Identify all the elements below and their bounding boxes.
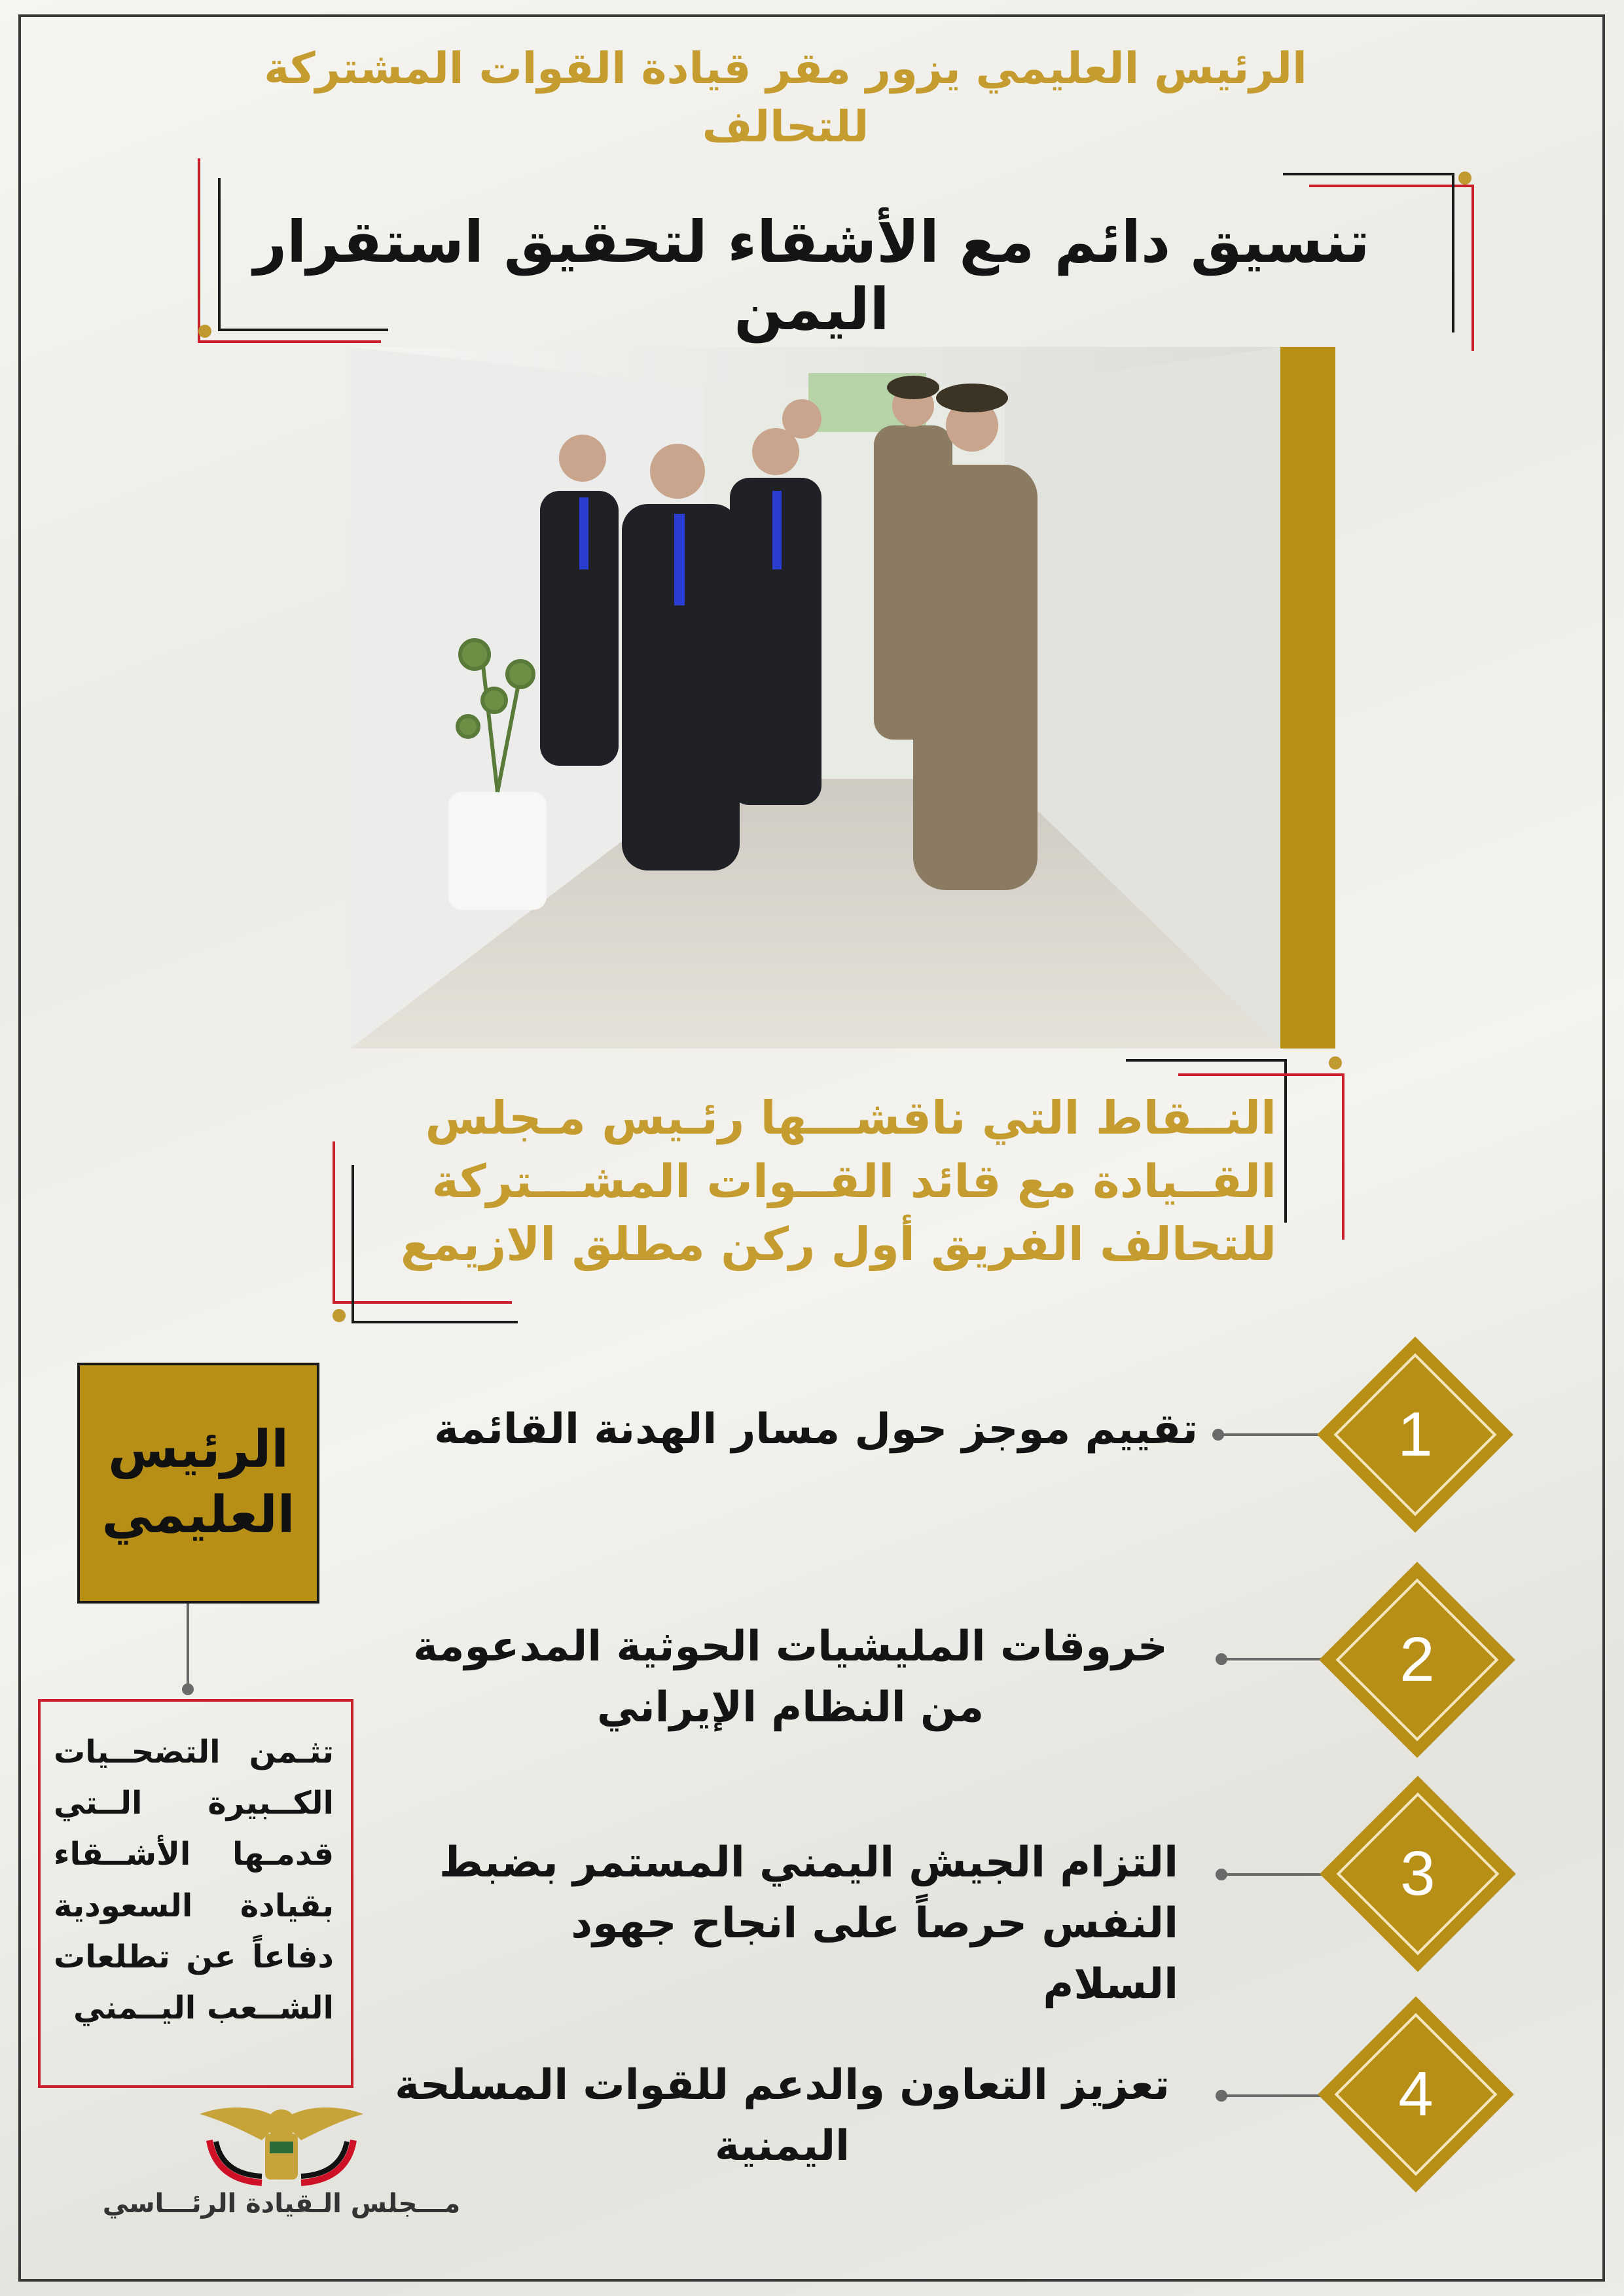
item-1-text: تقييم موجز حول مسار الهدنة القائمة — [434, 1405, 1198, 1454]
yemen-eagle-emblem-icon — [196, 2094, 367, 2193]
item-3-connector — [1221, 1873, 1326, 1876]
decor-line — [1178, 1073, 1343, 1076]
item-2-connector-dot — [1216, 1653, 1227, 1665]
decor-dot — [198, 325, 211, 338]
item-2-text: خروقات المليشيات الحوثية المدعومة من النظام الإيراني — [413, 1623, 1168, 1732]
decor-line — [1452, 173, 1454, 332]
item-2-badge — [1319, 1562, 1515, 1758]
page-subtitle: تنسيق دائم مع الأشقاء لتحقيق استقرار اليمن — [253, 208, 1370, 343]
decor-line — [333, 1301, 512, 1304]
decor-line — [1342, 1073, 1344, 1240]
item-1-number: 1 — [1398, 1399, 1433, 1469]
item-1-connector — [1218, 1433, 1322, 1436]
decor-line — [352, 1321, 518, 1323]
item-4-connector-dot — [1216, 2090, 1227, 2102]
sidebar-connector-dot — [182, 1683, 194, 1695]
item-4-text: تعزيز التعاون والدعم للقوات المسلحة اليمنية — [395, 2061, 1170, 2170]
sidebar-quote: تثـمن التضحــيات الكــبيرة الــتي قدمـها الأشــقاء بقيادة السعودية دفاعاً عن تطلعات الشــعب اليــمني — [38, 1699, 353, 2088]
decor-line — [333, 1141, 335, 1304]
photo-illustration — [350, 347, 1283, 1049]
item-4-connector — [1221, 2094, 1326, 2097]
item-3-badge — [1320, 1776, 1516, 1972]
decor-dot — [1458, 171, 1471, 185]
item-4-number: 4 — [1398, 2059, 1434, 2129]
news-photo — [350, 347, 1283, 1049]
item-1-badge — [1317, 1336, 1513, 1533]
decor-dot — [333, 1309, 346, 1322]
points-heading: النــقاط التي ناقشـــها رئـيس مـجلس القــيادة مع قائد القــوات المشـــتركة للتحالف الفريق أول ركن مطلق الازيمع — [400, 1091, 1276, 1272]
decor-line — [1283, 173, 1453, 175]
item-1-connector-dot — [1212, 1429, 1224, 1441]
item-3-text: التزام الجيش اليمني المستمر بضبط النفس حرصاً على انجاح جهود السلام — [439, 1839, 1178, 2009]
president-name-box: الرئيس العليمي — [77, 1363, 319, 1604]
item-4-badge — [1318, 1996, 1514, 2193]
item-2-connector — [1221, 1658, 1326, 1660]
item-2-number: 2 — [1399, 1624, 1435, 1695]
sidebar-connector — [187, 1604, 189, 1689]
decor-line — [1309, 185, 1473, 187]
item-3-number: 3 — [1400, 1839, 1435, 1909]
decor-line — [1471, 185, 1474, 351]
page-title: الرئيس العليمي يزور مقر قيادة القوات المشتركة للتحالف — [264, 43, 1307, 152]
decor-line — [1126, 1059, 1286, 1062]
footer-org-name: مـــجلس الـقيادة الرئـــاسي — [102, 2189, 461, 2219]
decor-line — [198, 158, 200, 342]
decor-line — [1284, 1059, 1287, 1223]
decor-dot — [1329, 1056, 1342, 1069]
decor-line — [352, 1165, 354, 1322]
photo-gold-bar — [1280, 347, 1335, 1049]
item-3-connector-dot — [1216, 1869, 1227, 1880]
